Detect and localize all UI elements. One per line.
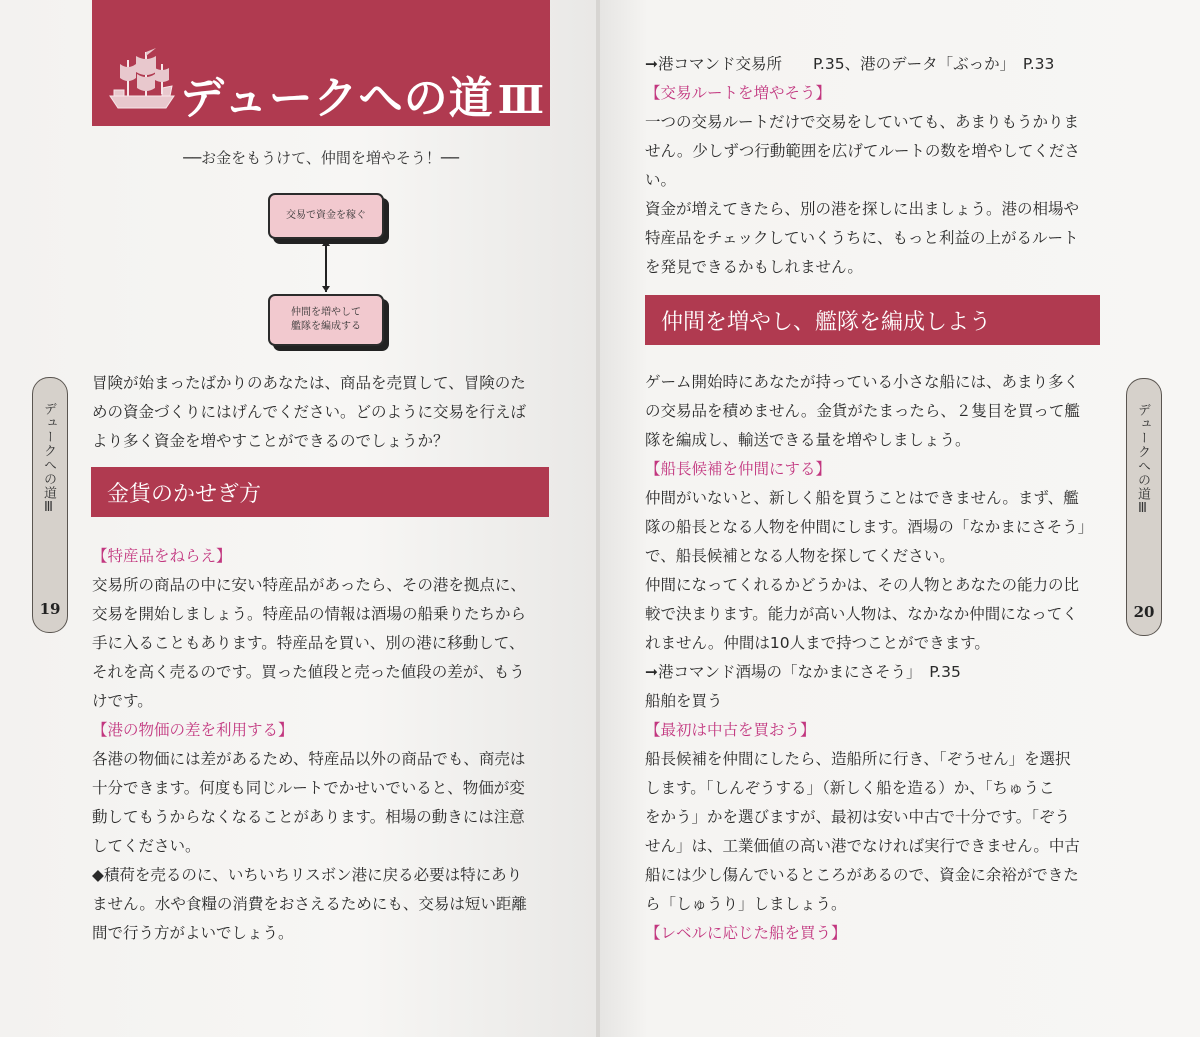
text-line: 手に入ることもあります。特産品を買い、別の港に移動して、 xyxy=(92,634,525,652)
subheading: 【最初は中古を買おう】 xyxy=(645,721,816,739)
side-tab-label: デュークへの道Ⅲ xyxy=(41,402,56,516)
text-line: せん。少しずつ行動範囲を広げてルートの数を増やしてくださ xyxy=(645,142,1080,160)
text-line: 一つの交易ルートだけで交易をしていても、あまりもうかりま xyxy=(645,113,1080,131)
text-line: を発見できるかもしれません。 xyxy=(645,258,863,276)
page-19 xyxy=(0,0,597,1037)
text-line: めの資金づくりにはげんでください。どのように交易を行えば xyxy=(92,403,527,421)
text-line: 船舶を買う xyxy=(645,692,723,710)
text-line: ➞港コマンド交易所 P.35、港のデータ「ぶっか」 P.33 xyxy=(645,55,1055,73)
text-line: より多く資金を増やすことができるのでしょうか？ xyxy=(92,432,449,450)
text-line: 船には少し傷んでいるところがあるので、資金に余裕ができた xyxy=(645,866,1079,884)
text-line: れません。仲間は10人まで持つことができます。 xyxy=(645,634,990,652)
text-line: してください。 xyxy=(92,837,201,855)
text-line: 交易を開始しましょう。特産品の情報は酒場の船乗りたちから xyxy=(92,605,527,623)
left-body-text xyxy=(92,542,527,948)
page-number: 19 xyxy=(39,600,61,618)
text-line: 各港の物価には差があるため、特産品以外の商品でも、商売は xyxy=(92,750,526,768)
text-line: 船長候補を仲間にしたら、造船所に行き、「ぞうせん」を選択 xyxy=(645,750,1071,768)
text-line: せん」は、工業価値の高い港でなければ実行できません。中古 xyxy=(645,837,1080,855)
flow-box-earn-funds: 交易で資金を稼ぐ xyxy=(268,193,384,239)
chapter-subtitle: ──お金をもうけて、仲間を増やそう！── xyxy=(183,149,459,167)
subheading: 【交易ルートを増やそう】 xyxy=(645,84,832,102)
text-line: 仲間がいないと、新しく船を買うことはできません。まず、艦 xyxy=(645,489,1079,507)
text-line: 資金が増えてきたら、別の港を探しに出ましょう。港の相場や xyxy=(645,200,1080,218)
chapter-title: デュークへの道 Ⅲ xyxy=(180,73,545,124)
text-line: い。 xyxy=(645,171,677,189)
chapter-side-tab xyxy=(1126,378,1162,636)
text-line: それを高く売るのです。買った値段と売った値段の差が、もう xyxy=(92,663,525,681)
text-line: 隊を編成し、輸送できる量を増やしましょう。 xyxy=(645,431,971,449)
text-line: 仲間になってくれるかどうかは、その人物とあなたの能力の比 xyxy=(645,576,1080,594)
section-heading-form-fleet: 仲間を増やし、艦隊を編成しよう xyxy=(645,295,1100,345)
flow-connector-arrow xyxy=(322,240,330,292)
page-number: 20 xyxy=(1133,603,1155,621)
subheading: 【レベルに応じた船を買う】 xyxy=(645,924,847,942)
text-line: ゲーム開始時にあなたが持っている小さな船には、あまり多く xyxy=(645,373,1080,391)
text-line: 冒険が始まったばかりのあなたは、商品を売買して、冒険のた xyxy=(92,374,526,392)
side-tab-label: デュークへの道Ⅲ xyxy=(1135,403,1150,517)
subheading: 【港の物価の差を利用する】 xyxy=(92,721,294,739)
text-line: します。「しんぞうする」（新しく船を造る）か、「ちゅうこ xyxy=(645,779,1055,797)
text-line: ◆積荷を売るのに、いちいちリスボン港に戻る必要は特にあり xyxy=(92,866,523,884)
sailing-ship-icon xyxy=(104,46,180,118)
chapter-side-tab xyxy=(32,377,68,633)
text-line: けです。 xyxy=(92,692,153,710)
section-heading-earn-gold: 金貨のかせぎ方 xyxy=(91,467,549,517)
text-line: 隊の船長となる人物を仲間にします。酒場の「なかまにさそう」 xyxy=(645,518,1094,536)
text-line: をかう」かを選びますが、最初は安い中古で十分です。「ぞう xyxy=(645,808,1071,826)
text-line: 較で決まります。能力が高い人物は、なかなか仲間になってく xyxy=(645,605,1078,623)
text-line: ➞港コマンド酒場の「なかまにさそう」 P.35 xyxy=(645,663,961,681)
subheading: 【船長候補を仲間にする】 xyxy=(645,460,832,478)
text-line: 間で行う方がよいでしょう。 xyxy=(92,924,294,942)
text-line: 動してもうからなくなることがあります。相場の動きには注意 xyxy=(92,808,525,826)
chapter-numeral: Ⅲ xyxy=(497,77,545,122)
subheading: 【特産品をねらえ】 xyxy=(92,547,232,565)
right-top-text xyxy=(645,50,1080,282)
right-body-text xyxy=(645,368,1093,948)
text-line: 交易所の商品の中に安い特産品があったら、その港を拠点に、 xyxy=(92,576,526,594)
flow-box-form-fleet: 仲間を増やして 艦隊を編成する xyxy=(268,294,384,346)
text-line: 特産品をチェックしていくうちに、もっと利益の上がるルート xyxy=(645,229,1079,247)
text-line: ません。水や食糧の消費をおさえるためにも、交易は短い距離 xyxy=(92,895,527,913)
intro-paragraph xyxy=(92,369,526,456)
text-line: で、船長候補となる人物を探してください。 xyxy=(645,547,955,565)
text-line: 十分できます。何度も同じルートでかせいでいると、物価が変 xyxy=(92,779,525,797)
text-line: ら「しゅうり」しましょう。 xyxy=(645,895,847,913)
text-line: の交易品を積めません。金貨がたまったら、２隻目を買って艦 xyxy=(645,402,1080,420)
